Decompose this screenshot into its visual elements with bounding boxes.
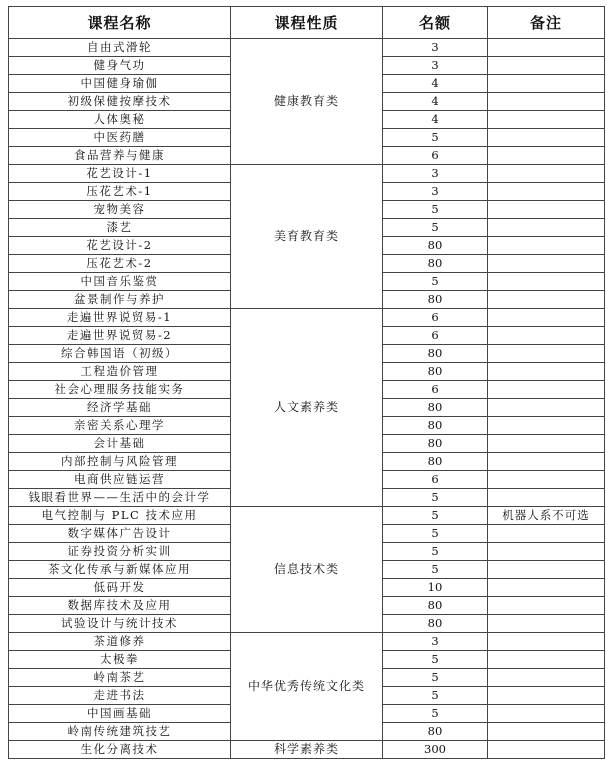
quota-cell: 3: [383, 57, 488, 75]
course-category-cell: 信息技术类: [231, 507, 383, 633]
quota-cell: 80: [383, 723, 488, 741]
quota-cell: 3: [383, 183, 488, 201]
note-cell: [488, 255, 605, 273]
course-table: [8, 6, 605, 759]
course-name-cell: 自由式滑轮: [9, 39, 231, 57]
note-cell: [488, 471, 605, 489]
quota-cell: 300: [383, 741, 488, 759]
note-cell: [488, 291, 605, 309]
quota-cell: 5: [383, 273, 488, 291]
course-name-cell: 试验设计与统计技术: [9, 615, 231, 633]
course-name-cell: 电商供应链运营: [9, 471, 231, 489]
note-cell: [488, 111, 605, 129]
header-row: [9, 7, 605, 39]
course-name-cell: 食品营养与健康: [9, 147, 231, 165]
note-cell: [488, 453, 605, 471]
quota-cell: 80: [383, 291, 488, 309]
quota-cell: 5: [383, 489, 488, 507]
course-name-cell: 走遍世界说贸易-1: [9, 309, 231, 327]
course-name-cell: 低码开发: [9, 579, 231, 597]
table-row: [9, 741, 605, 759]
note-cell: [488, 723, 605, 741]
quota-cell: 6: [383, 381, 488, 399]
note-cell: [488, 273, 605, 291]
course-category-cell: 中华优秀传统文化类: [231, 633, 383, 741]
quota-cell: 4: [383, 93, 488, 111]
quota-cell: 3: [383, 39, 488, 57]
note-cell: [488, 561, 605, 579]
note-cell: [488, 309, 605, 327]
quota-cell: 5: [383, 669, 488, 687]
quota-cell: 5: [383, 687, 488, 705]
course-name-cell: 压花艺术-2: [9, 255, 231, 273]
course-name-cell: 亲密关系心理学: [9, 417, 231, 435]
course-name-cell: 经济学基础: [9, 399, 231, 417]
note-cell: [488, 597, 605, 615]
course-category-cell: 健康教育类: [231, 39, 383, 165]
course-name-cell: 走遍世界说贸易-2: [9, 327, 231, 345]
course-name-cell: 内部控制与风险管理: [9, 453, 231, 471]
note-cell: [488, 579, 605, 597]
course-name-cell: 花艺设计-1: [9, 165, 231, 183]
header-course-name: 课程名称: [9, 7, 231, 39]
note-cell: [488, 147, 605, 165]
quota-cell: 5: [383, 543, 488, 561]
table-row: [9, 507, 605, 525]
note-cell: [488, 165, 605, 183]
note-cell: [488, 93, 605, 111]
note-cell: [488, 651, 605, 669]
quota-cell: 6: [383, 471, 488, 489]
note-cell: [488, 669, 605, 687]
table-body: [9, 39, 605, 759]
quota-cell: 80: [383, 345, 488, 363]
course-name-cell: 茶文化传承与新媒体应用: [9, 561, 231, 579]
course-name-cell: 会计基础: [9, 435, 231, 453]
quota-cell: 80: [383, 597, 488, 615]
course-name-cell: 走进书法: [9, 687, 231, 705]
quota-cell: 6: [383, 327, 488, 345]
quota-cell: 80: [383, 453, 488, 471]
note-cell: [488, 363, 605, 381]
note-cell: [488, 435, 605, 453]
course-name-cell: 茶道修养: [9, 633, 231, 651]
quota-cell: 80: [383, 237, 488, 255]
course-category-cell: 人文素养类: [231, 309, 383, 507]
quota-cell: 5: [383, 651, 488, 669]
note-cell: [488, 741, 605, 759]
course-name-cell: 生化分离技术: [9, 741, 231, 759]
course-name-cell: 压花艺术-1: [9, 183, 231, 201]
note-cell: [488, 183, 605, 201]
quota-cell: 5: [383, 561, 488, 579]
note-cell: [488, 327, 605, 345]
quota-cell: 3: [383, 633, 488, 651]
note-cell: [488, 201, 605, 219]
quota-cell: 3: [383, 165, 488, 183]
note-cell: [488, 345, 605, 363]
note-cell: [488, 525, 605, 543]
course-category-cell: 美育教育类: [231, 165, 383, 309]
header-course-type: 课程性质: [231, 7, 383, 39]
course-name-cell: 宠物美容: [9, 201, 231, 219]
course-name-cell: 电气控制与 PLC 技术应用: [9, 507, 231, 525]
course-name-cell: 初级保健按摩技术: [9, 93, 231, 111]
note-cell: [488, 687, 605, 705]
quota-cell: 5: [383, 525, 488, 543]
quota-cell: 5: [383, 129, 488, 147]
course-name-cell: 中国画基础: [9, 705, 231, 723]
note-cell: [488, 75, 605, 93]
course-name-cell: 中医药膳: [9, 129, 231, 147]
table-row: [9, 165, 605, 183]
course-name-cell: 综合韩国语（初级）: [9, 345, 231, 363]
course-name-cell: 数据库技术及应用: [9, 597, 231, 615]
header-note: 备注: [488, 7, 605, 39]
quota-cell: 80: [383, 417, 488, 435]
quota-cell: 5: [383, 219, 488, 237]
note-cell: [488, 39, 605, 57]
quota-cell: 5: [383, 201, 488, 219]
course-name-cell: 漆艺: [9, 219, 231, 237]
quota-cell: 6: [383, 147, 488, 165]
quota-cell: 6: [383, 309, 488, 327]
quota-cell: 80: [383, 363, 488, 381]
note-cell: [488, 129, 605, 147]
note-cell: [488, 381, 605, 399]
course-name-cell: 岭南传统建筑技艺: [9, 723, 231, 741]
course-name-cell: 社会心理服务技能实务: [9, 381, 231, 399]
note-cell: [488, 57, 605, 75]
note-cell: [488, 417, 605, 435]
course-category-cell: 科学素养类: [231, 741, 383, 759]
course-name-cell: 太极拳: [9, 651, 231, 669]
quota-cell: 4: [383, 75, 488, 93]
course-name-cell: 中国健身瑜伽: [9, 75, 231, 93]
note-cell: [488, 633, 605, 651]
quota-cell: 80: [383, 399, 488, 417]
quota-cell: 80: [383, 435, 488, 453]
note-cell: 机器人系不可选: [488, 507, 605, 525]
quota-cell: 4: [383, 111, 488, 129]
note-cell: [488, 543, 605, 561]
quota-cell: 80: [383, 255, 488, 273]
quota-cell: 10: [383, 579, 488, 597]
course-name-cell: 工程造价管理: [9, 363, 231, 381]
course-name-cell: 花艺设计-2: [9, 237, 231, 255]
table-row: [9, 39, 605, 57]
course-name-cell: 钱眼看世界——生活中的会计学: [9, 489, 231, 507]
table-row: [9, 633, 605, 651]
note-cell: [488, 705, 605, 723]
quota-cell: 5: [383, 705, 488, 723]
course-name-cell: 中国音乐鉴赏: [9, 273, 231, 291]
note-cell: [488, 399, 605, 417]
course-name-cell: 岭南茶艺: [9, 669, 231, 687]
course-name-cell: 证券投资分析实训: [9, 543, 231, 561]
quota-cell: 5: [383, 507, 488, 525]
course-name-cell: 盆景制作与养护: [9, 291, 231, 309]
quota-cell: 80: [383, 615, 488, 633]
note-cell: [488, 615, 605, 633]
note-cell: [488, 489, 605, 507]
note-cell: [488, 219, 605, 237]
table-row: [9, 309, 605, 327]
note-cell: [488, 237, 605, 255]
course-name-cell: 数字媒体广告设计: [9, 525, 231, 543]
course-name-cell: 健身气功: [9, 57, 231, 75]
header-quota: 名额: [383, 7, 488, 39]
course-name-cell: 人体奥秘: [9, 111, 231, 129]
